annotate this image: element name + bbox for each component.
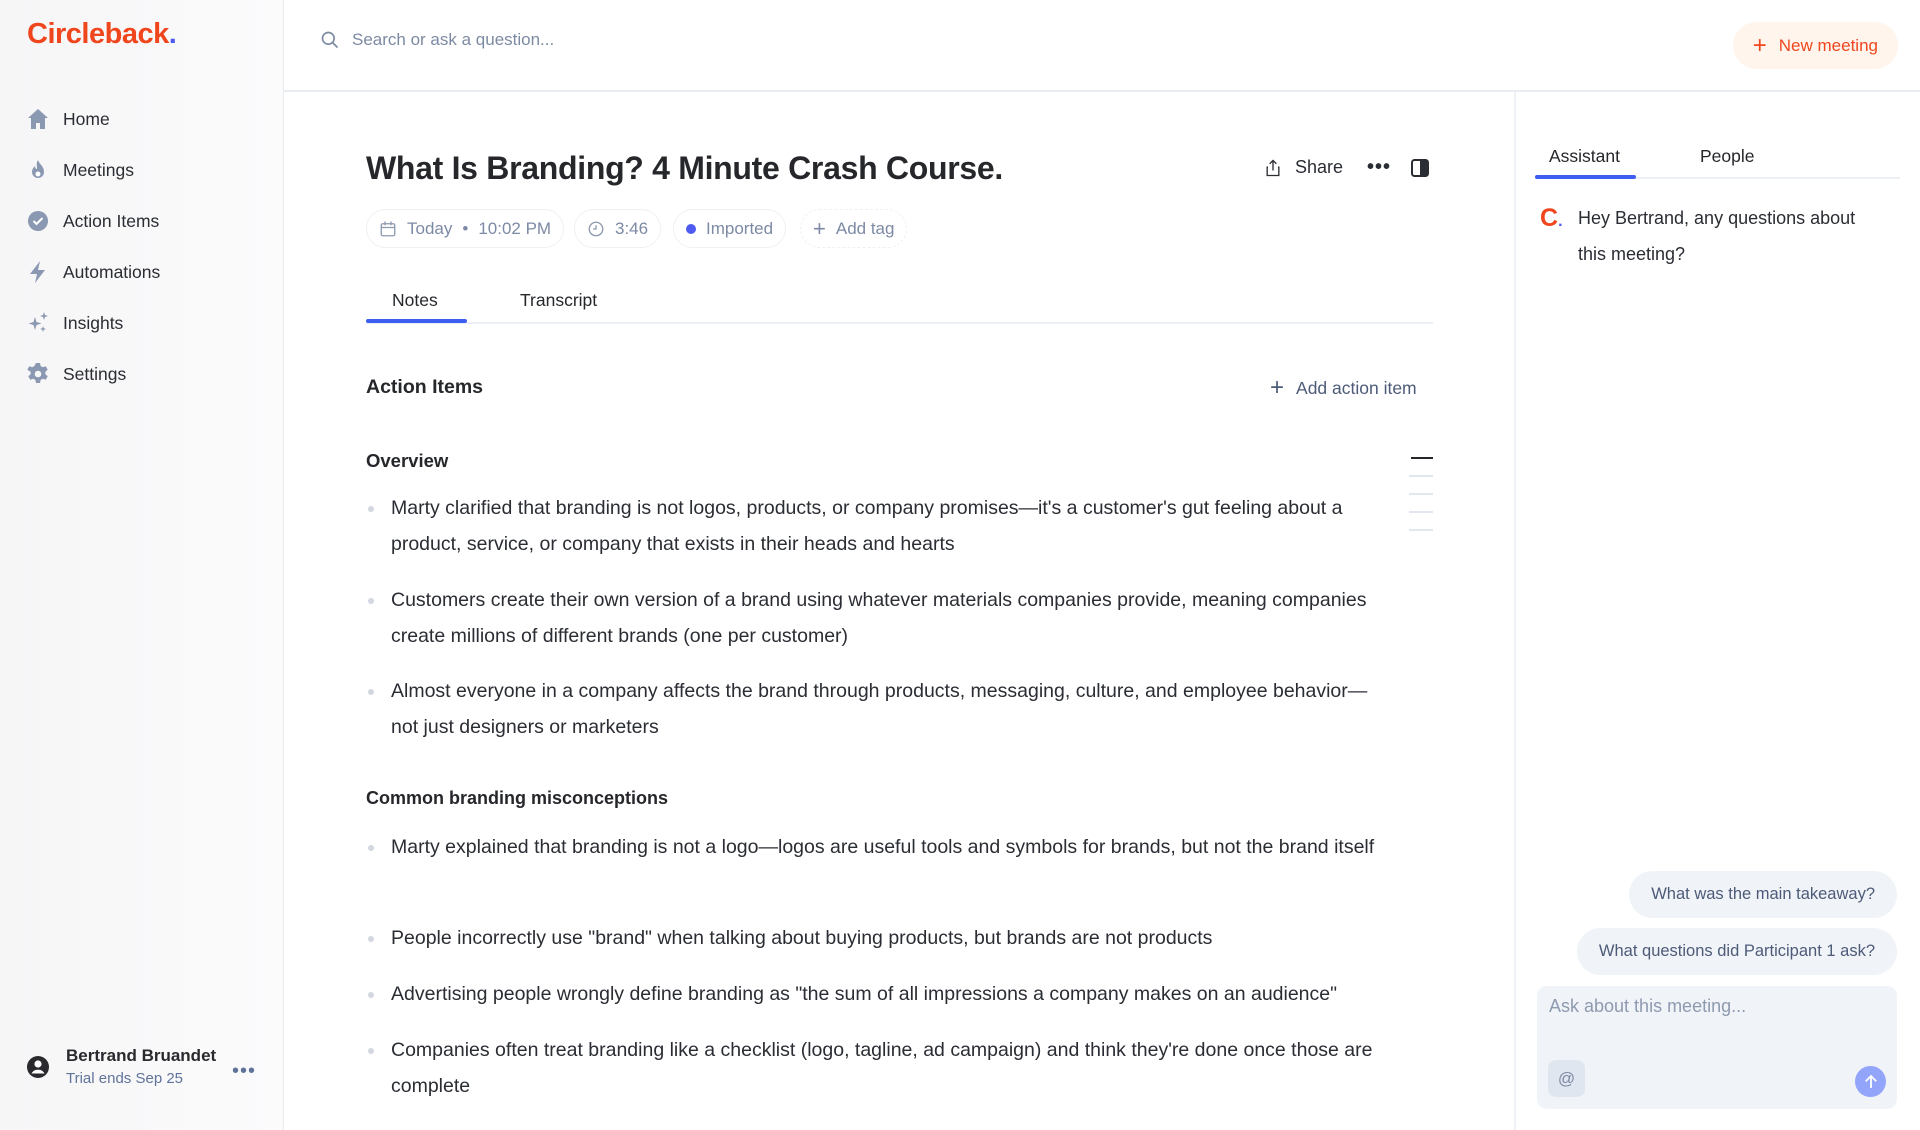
status-badge: Imported — [706, 218, 774, 238]
sidebar-item-automations[interactable] — [26, 254, 160, 290]
list-item: Almost everyone in a company affects the brand through products, messaging, culture, and employee behavior—not just designers or marketers — [366, 674, 1386, 745]
mention-button[interactable]: @ — [1548, 1060, 1585, 1097]
sidebar-item-label: Meetings — [63, 159, 135, 180]
sparkles-icon — [26, 311, 50, 335]
calendar-icon — [379, 220, 397, 238]
date-chip[interactable] — [366, 209, 564, 248]
plus-icon: + — [813, 215, 826, 241]
check-circle-icon — [26, 209, 50, 233]
sidebar-item-meetings[interactable] — [26, 152, 134, 188]
top-bar — [284, 0, 1920, 92]
send-button[interactable] — [1855, 1066, 1886, 1097]
duration-chip — [574, 209, 661, 248]
plus-icon: + — [1270, 374, 1285, 401]
active-tab-indicator — [1535, 175, 1636, 179]
tab-notes[interactable]: Notes — [392, 290, 438, 310]
flame-icon — [26, 158, 50, 182]
separator-dot: • — [462, 218, 469, 238]
toggle-panel-icon[interactable] — [1411, 159, 1429, 177]
list-item: Marty explained that branding is not a logo—logos are useful tools and symbols for brands, but not the brand itself — [366, 830, 1386, 866]
meeting-date: Today — [407, 218, 453, 238]
user-more-button[interactable]: ••• — [232, 1060, 257, 1082]
action-items-heading: Action Items — [366, 376, 484, 398]
add-action-item-button[interactable] — [1270, 374, 1417, 402]
assistant-message: Hey Bertrand, any questions about this meeting? — [1578, 208, 1856, 264]
suggestion-chip[interactable]: What was the main takeaway? — [1629, 871, 1897, 918]
sidebar-item-label: Insights — [63, 312, 124, 333]
ask-input[interactable] — [1549, 996, 1879, 1017]
trial-status: Trial ends Sep 25 — [66, 1070, 184, 1087]
tab-people[interactable]: People — [1700, 146, 1755, 166]
add-tag-button[interactable] — [800, 209, 907, 248]
add-tag-label: Add tag — [835, 218, 895, 238]
more-options-icon[interactable]: ••• — [1367, 156, 1392, 178]
assistant-avatar — [1540, 204, 1563, 233]
new-meeting-button[interactable] — [1733, 22, 1898, 69]
arrow-up-icon — [1862, 1073, 1880, 1091]
sidebar-item-label: Action Items — [63, 210, 160, 231]
sidebar-item-label: Settings — [63, 363, 127, 384]
meeting-actions — [1263, 156, 1429, 179]
sidebar — [0, 0, 284, 1130]
meeting-title: What Is Branding? 4 Minute Crash Course. — [366, 150, 1003, 186]
sidebar-item-settings[interactable] — [26, 356, 126, 392]
meeting-tabs — [366, 282, 1433, 324]
logo[interactable] — [27, 18, 176, 51]
avatar-letter: C — [1540, 204, 1559, 232]
meeting-duration: 3:46 — [615, 218, 649, 238]
section-heading: Overview — [366, 450, 449, 471]
list-item: People incorrectly use "brand" when talking about buying products, but brands are not products — [366, 921, 1386, 957]
status-chip — [673, 209, 786, 248]
user-avatar-icon — [26, 1055, 50, 1079]
plus-icon: + — [1752, 31, 1767, 59]
lightning-icon — [26, 260, 50, 284]
section-heading: Common branding misconceptions — [366, 788, 669, 808]
home-icon — [26, 107, 50, 131]
search-icon — [320, 30, 340, 50]
table-of-contents-minimap[interactable] — [1409, 457, 1433, 547]
list-item: Companies often treat branding like a checklist (logo, tagline, ad campaign) and think they're done once those are complete — [366, 1033, 1386, 1104]
sidebar-item-home[interactable] — [26, 101, 110, 137]
suggestion-chip[interactable]: What questions did Participant 1 ask? — [1577, 928, 1897, 975]
user-profile[interactable] — [26, 1046, 216, 1087]
share-button[interactable]: Share — [1295, 157, 1344, 177]
list-item: Advertising people wrongly define branding as "the sum of all impressions a company makes on an audience" — [366, 977, 1386, 1013]
search-input[interactable]: Search or ask a question... — [352, 30, 555, 49]
logo-text: Circleback — [27, 18, 169, 50]
logo-dot: . — [168, 18, 177, 50]
gear-icon — [26, 362, 50, 386]
status-dot-icon — [686, 224, 696, 234]
new-meeting-label: New meeting — [1778, 35, 1878, 55]
share-icon — [1263, 158, 1283, 178]
tab-transcript[interactable]: Transcript — [520, 290, 598, 310]
meeting-time: 10:02 PM — [478, 218, 552, 238]
sidebar-item-label: Automations — [63, 261, 161, 282]
avatar-dot: . — [1558, 213, 1563, 230]
clock-icon — [587, 220, 605, 238]
sidebar-item-action-items[interactable] — [26, 203, 159, 239]
sidebar-item-insights[interactable] — [26, 305, 123, 341]
list-item: Customers create their own version of a brand using whatever materials companies provide, meaning companies create millions of different brands (one per customer) — [366, 583, 1386, 654]
add-action-item-label: Add action item — [1296, 377, 1417, 398]
user-name: Bertrand Bruandet — [66, 1046, 217, 1065]
active-tab-indicator — [366, 319, 467, 323]
tab-assistant[interactable]: Assistant — [1549, 146, 1620, 166]
sidebar-item-label: Home — [63, 108, 110, 129]
ask-box — [1537, 986, 1897, 1109]
list-item: Marty clarified that branding is not logos, products, or company promises—it's a customer's gut feeling about a product, service, or company that exists in their heads and hearts — [366, 491, 1386, 562]
search-bar[interactable] — [320, 30, 554, 50]
